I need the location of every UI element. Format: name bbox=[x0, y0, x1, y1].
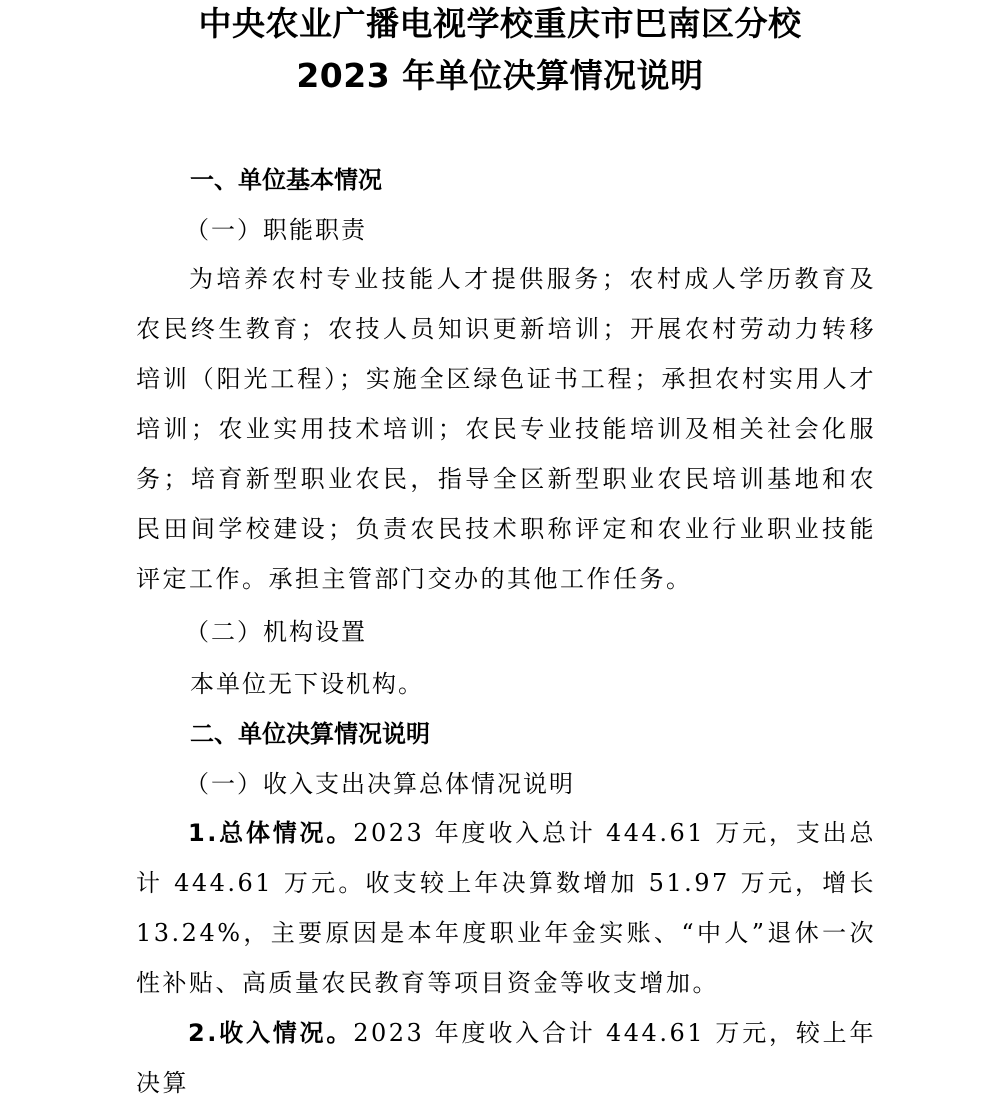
document-title-line2: 2023 年单位决算情况说明 bbox=[296, 56, 704, 95]
section2-heading: 二、单位决算情况说明 bbox=[190, 720, 430, 748]
section1-heading: 一、单位基本情况 bbox=[190, 166, 382, 194]
section2-sub1-heading: （一）收入支出决算总体情况说明 bbox=[185, 770, 575, 798]
duties-text: 为培养农村专业技能人才提供服务；农村成人学历教育及农民终生教育；农技人员知识更新培训；开展农村劳动力转移培训（阳光工程）；实施全区绿色证书工程；承担农村实用人才培训；农业实用技术培训；农民专业技能培训及相关社会化服务；培育新型职业农民，指导全区新型职业农民培训基地和农民田间学校建设；负责农民技术职称评定和农业行业职业技能评定工作。承担主管部门交办的其他工作任务。 bbox=[136, 265, 876, 593]
section1-sub2-heading: （二）机构设置 bbox=[185, 618, 367, 646]
item2-lead: 2.收入情况。 bbox=[188, 1019, 354, 1047]
overall-situation-paragraph bbox=[136, 808, 876, 1008]
section1-sub1-heading: （一）职能职责 bbox=[185, 216, 367, 244]
section1-sub1-paragraph bbox=[136, 254, 876, 604]
section1-sub2-text: 本单位无下设机构。 bbox=[190, 670, 424, 698]
item1-lead: 1.总体情况。 bbox=[188, 819, 354, 847]
document-title-line1: 中央农业广播电视学校重庆市巴南区分校 bbox=[198, 4, 802, 43]
income-situation-paragraph bbox=[136, 1008, 876, 1108]
item1-text: 2023 年度收入总计 444.61 万元，支出总计 444.61 万元。收支较上年决算数增加 51.97 万元，增长 13.24%，主要原因是本年度职业年金实账、“中人”退休一次性补贴、高质量农民教育等项目资金等收支增加。 bbox=[136, 819, 876, 997]
item2-text: 2023 年度收入合计 444.61 万元，较上年决算 bbox=[136, 1019, 876, 1097]
